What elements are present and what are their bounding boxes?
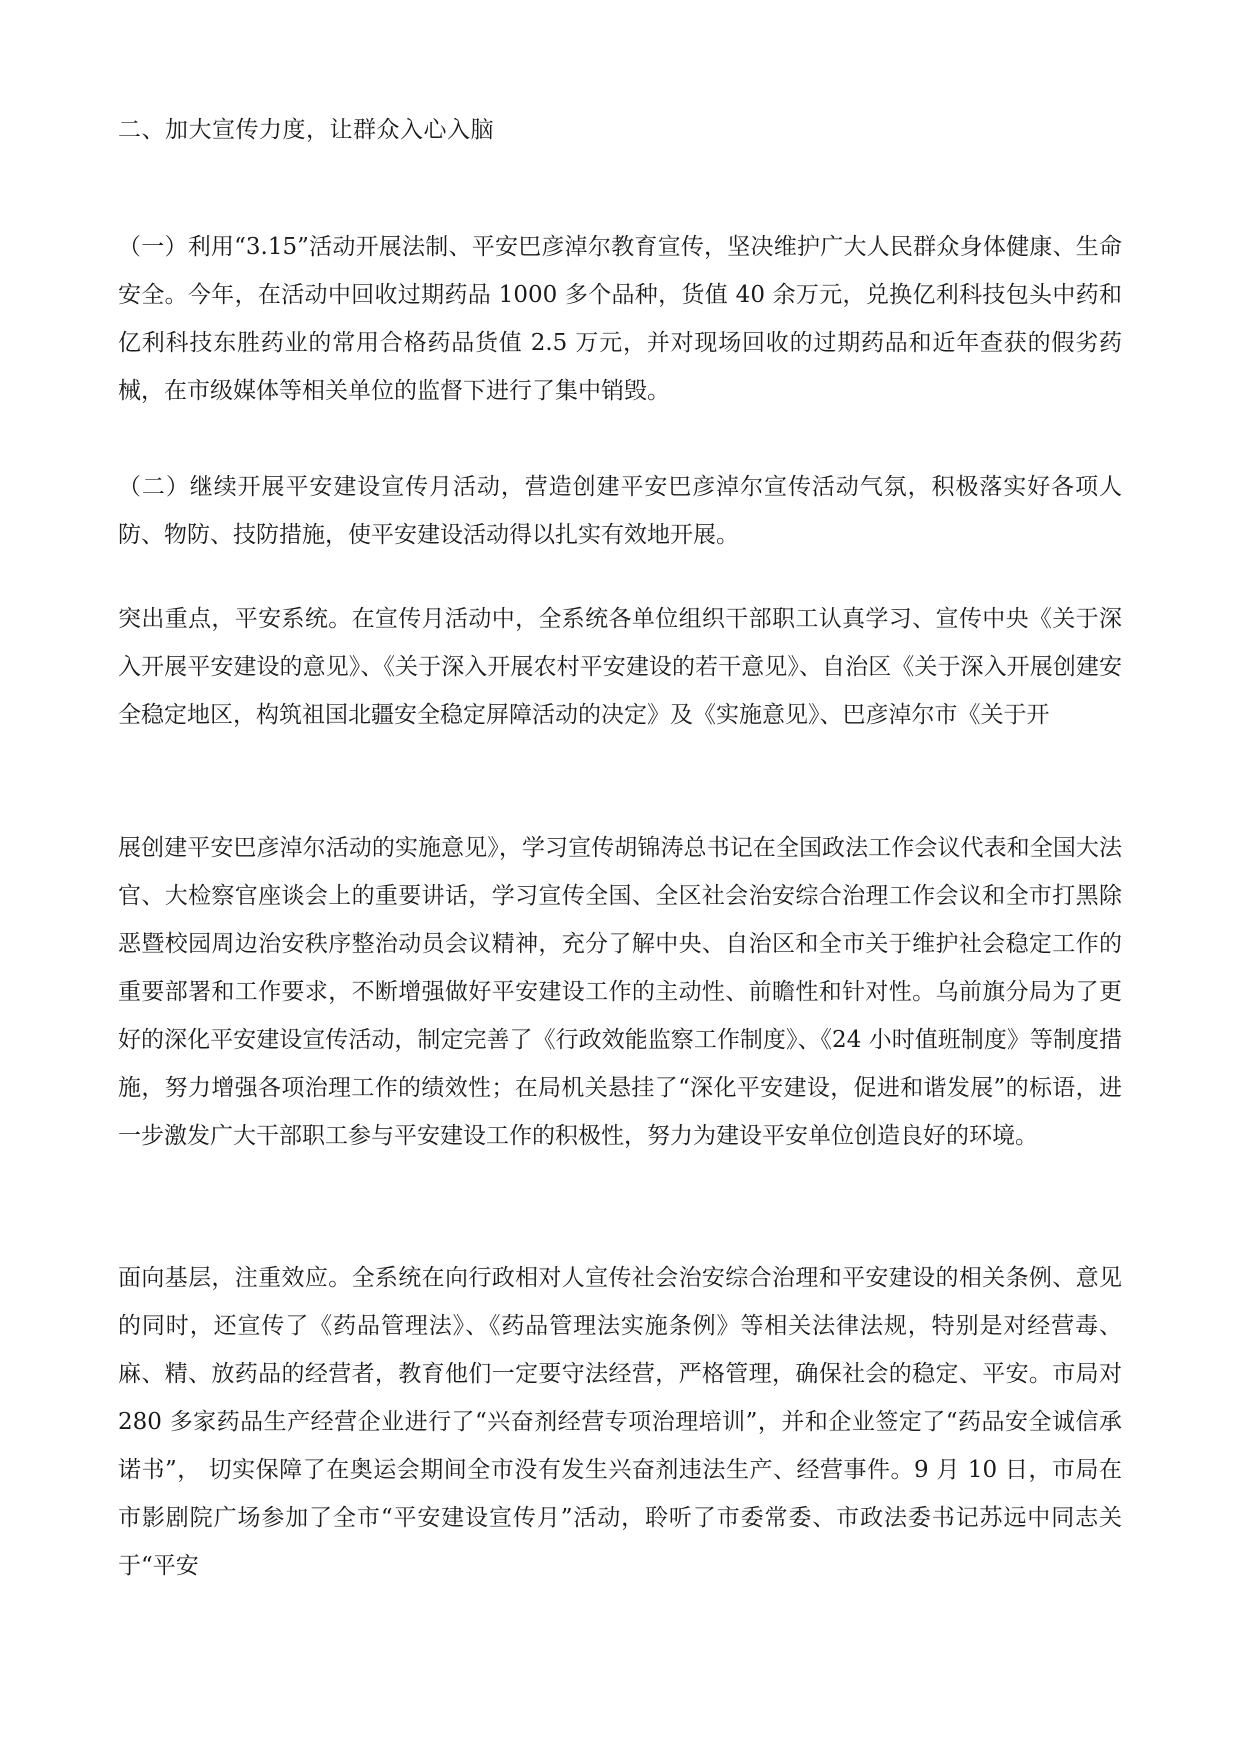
paragraph-3: 突出重点，平安系统。在宣传月活动中，全系统各单位组织干部职工认真学习、宣传中央《关于深入开展平安建设的意见》、《关于深入开展农村平安建设的若干意见》、自治区《关于深入开展创建安全稳定地区，构筑祖国北疆安全稳定屏障活动的决定》及《实施意见》、巴彦淖尔市《关于开 [118, 606, 1122, 728]
paragraph-4: 展创建平安巴彦淖尔活动的实施意见》，学习宣传胡锦涛总书记在全国政法工作会议代表和全国大法官、大检察官座谈会上的重要讲话，学习宣传全国、全区社会治安综合治理工作会议和全市打黑除恶暨校园周边治安秩序整治动员会议精神，充分了解中央、自治区和全市关于维护社会稳定工作的重要部署和工作要求，不断增强做好平安建设工作的主动性、前瞻性和针对性。乌前旗分局为了更好的深化平安建设宣传活动，制定完善了《行政效能监察工作制度》、《24 小时值班制度》等制度措施，努力增强各项治理工作的绩效性；在局机关悬挂了“深化平安建设，促进和谐发展”的标语，进一步激发广大干部职工参与平安建设工作的积极性，努力为建设平安单位创造良好的环境。 [118, 835, 1122, 1149]
paragraph-5: 面向基层，注重效应。全系统在向行政相对人宣传社会治安综合治理和平安建设的相关条例、意见的同时，还宣传了《药品管理法》、《药品管理法实施条例》等相关法律法规，特别是对经营毒、麻、精、放药品的经营者，教育他们一定要守法经营，严格管理，确保社会的稳定、平安。市局对 280 多家药品生产经营企业进行了“兴奋剂经营专项治理培训”，并和企业签定了“药品安全诚信承诺书”， 切实保障了在奥运会期间全市没有发生兴奋剂违法生产、经营事件。9 月 10 日，市局在市影剧院广场参加了全市“平安建设宣传月”活动，聆听了市委常委、市政法委书记苏远中同志关于“平安 [118, 1265, 1122, 1579]
paragraph-1: （一）利用“3.15”活动开展法制、平安巴彦淖尔教育宣传，坚决维护广大人民群众身体健康、生命安全。今年，在活动中回收过期药品 1000 多个品种，货值 40 余万元，兑换亿利科技包头中药和亿利科技东胜药业的常用合格药品货值 2.5 万元，并对现场回收的过期药品和近年查获的假劣药械，在市级媒体等相关单位的监督下进行了集中销毁。 [118, 234, 1122, 404]
document-page [118, 0, 1122, 1753]
paragraph-2: （二）继续开展平安建设宣传月活动，营造创建平安巴彦淖尔宣传活动气氛，积极落实好各项人防、物防、技防措施，使平安建设活动得以扎实有效地开展。 [118, 474, 1122, 548]
section-heading: 二、加大宣传力度，让群众入心入脑 [118, 117, 494, 143]
